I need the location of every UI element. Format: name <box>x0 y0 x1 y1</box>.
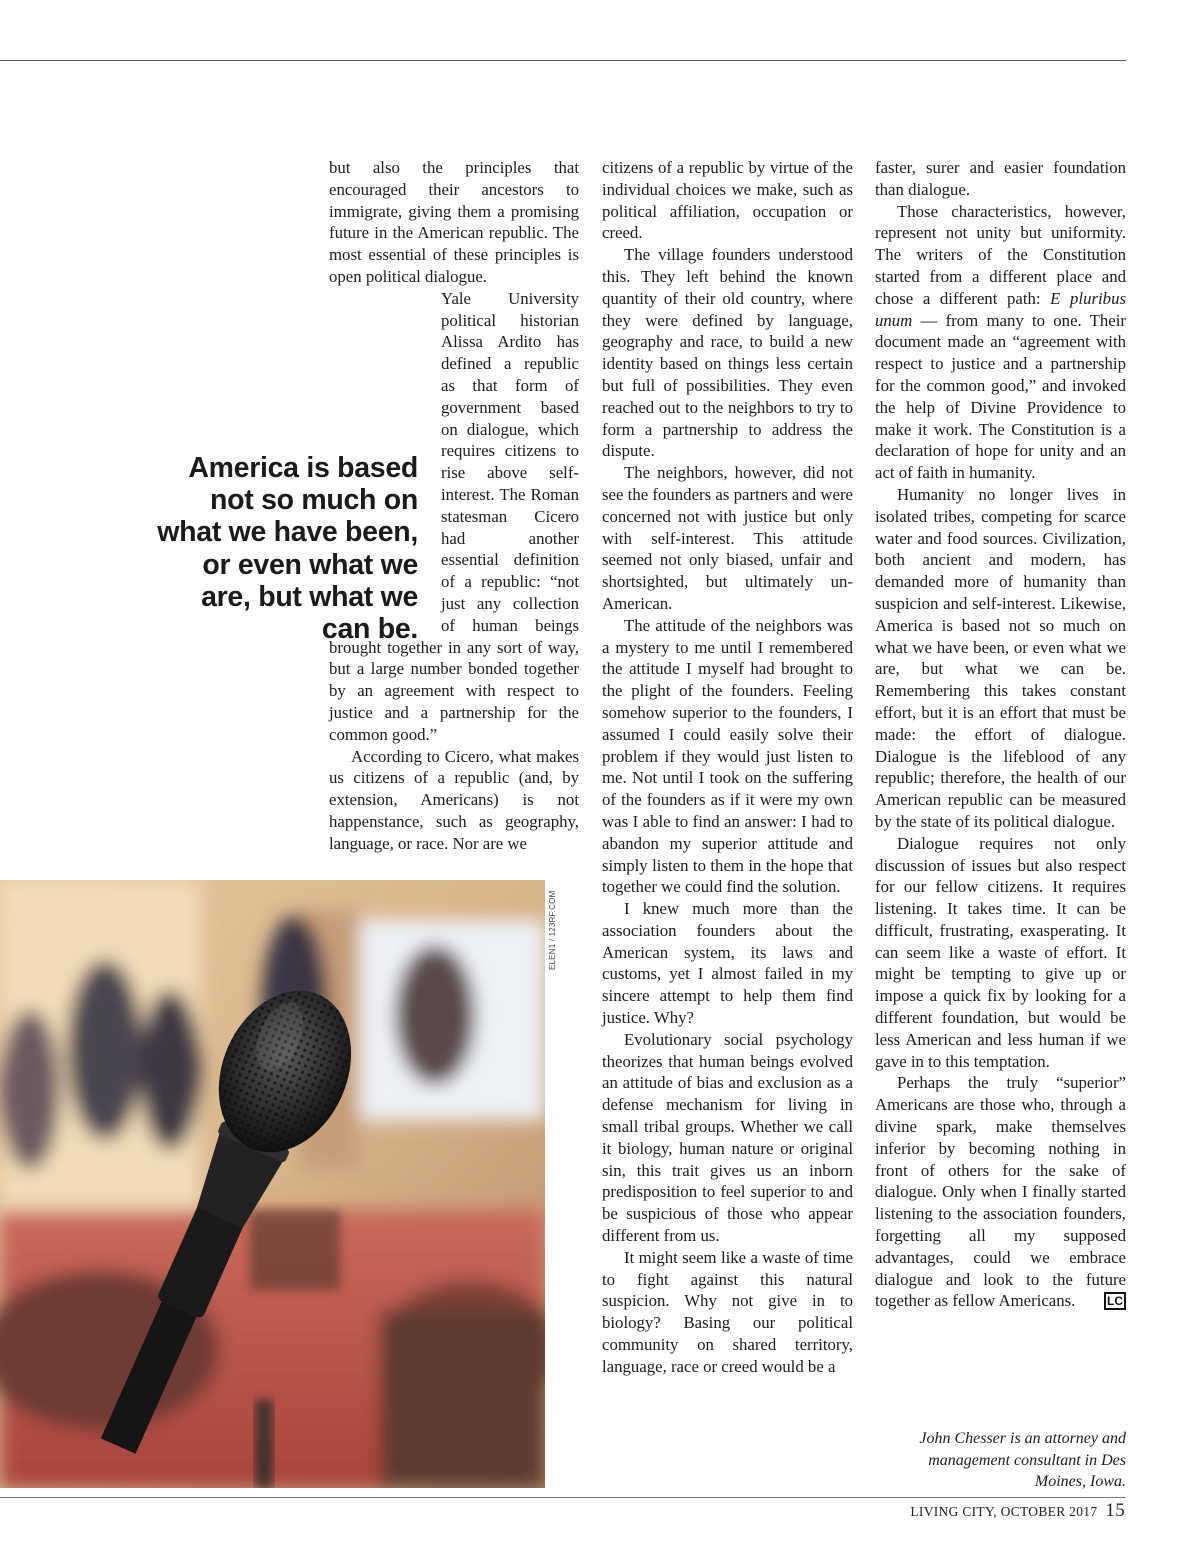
pull-quote: America is based not so much on what we have been, or even what we are, but what we can be. <box>157 452 418 646</box>
paragraph: The attitude of the neighbors was a mystery to me until I remembered the attitude I myself had brought to the plight of the founders. Feeling somehow superior to the founders, I assumed I could easily solve their problem if they would just listen to me. Not until I took on the suffering of the founders as if it were my own was I able to find an answer: I had to abandon my superior attitude and simply listen to them in the hope that together we could find the solution. <box>602 615 853 897</box>
paragraph: but also the principles that encouraged their ancestors to immigrate, giving them a promising future in the American republic. The most essential of these principles is open political dialogue. <box>329 158 579 286</box>
microphone-photo <box>0 880 545 1488</box>
paragraph: Perhaps the truly “superior” Americans are those who, through a divine spark, make themselves inferior by becoming nothing in front of others for the sake of dialogue. Only when I finally started listening to the association founders, forgetting all my supposed advantages, could we embrace dialogue and look to the future together as fellow Americans. LC <box>875 1073 1126 1311</box>
paragraph: Those characteristics, however, represent not unity but uniformity. The writers of the Constitution started from a different place and chose a different path: E pluribus unum — from many to one. Their document made an “agreement with respect to justice and a partnership for the common good,” and invoked the help of Divine Providence to make it work. The Constitution is a declaration of hope for unity and an act of faith in humanity. <box>875 201 1126 483</box>
paragraph: Evolutionary social psychology theorizes that human beings evolved an attitude of bias and exclusion as a defense mechanism for living in small tribal groups. Whether we call it biology, human nature or original sin, this trait gives us an inborn predisposition to feel superior to and be suspicious of those who appear different from us. <box>602 1029 853 1246</box>
top-rule <box>0 60 1126 61</box>
paragraph: citizens of a republic by virtue of the individual choices we make, such as political affiliation, occupation or creed. <box>602 158 853 243</box>
paragraph: According to Cicero, what makes us citizens of a republic (and, by extension, Americans) is not happenstance, such as geography, language, or race. Nor are we <box>329 746 579 853</box>
latin-motto: E pluribus unum <box>875 288 1126 330</box>
article-column-2 <box>602 157 853 1378</box>
publication-name: LIVING CITY, OCTOBER 2017 <box>910 1504 1098 1519</box>
paragraph: I knew much more than the association founders about the American system, its laws and customs, yet I almost failed in my sincere attempt to help them find justice. Why? <box>602 899 853 1028</box>
paragraph: Humanity no longer lives in isolated tribes, competing for scarce water and food sources. Civilization, both ancient and modern, has demanded more of humanity than suspicion and self-interest. Likewise, America is based not so much on what we have been, or even what we are, but what we can be. Remembering this takes constant effort, but it is an effort that must be made: the effort of dialogue. Dialogue is the lifeblood of any republic; therefore, the health of our American republic can be measured by the state of its political dialogue. <box>875 484 1126 831</box>
end-of-article-mark: LC <box>1104 1292 1126 1310</box>
page-number: 15 <box>1105 1500 1125 1521</box>
article-column-3 <box>875 157 1126 1312</box>
photo-credit: ELEN1 / 123RF.COM <box>548 890 557 970</box>
paragraph: Yale University political historian Alissa Ardito has defined a republic as that form of government based on dialogue, which requires citizens to rise above self-interest. The Roman statesman Cicero had another essential definition of a republic: “not just any collection of human beings brought together in any sort of way, but a large number bonded together by an agreement with respect to justice and a partnership for the common good.” <box>329 288 579 744</box>
author-bio: John Chesser is an attorney and management consultant in Des Moines, Iowa. <box>919 1430 1126 1490</box>
paragraph: The neighbors, however, did not see the founders as partners and were concerned not with justice but only with self-interest. This attitude seemed not only biased, unfair and shortsighted, but ultimately un-American. <box>602 463 853 613</box>
paragraph: The village founders understood this. They left behind the known quantity of their old country, where they were defined by language, geography and race, to build a new identity based on things less certain but full of possibilities. They even reached out to the neighbors to try to form a partnership to address the dispute. <box>602 245 853 461</box>
paragraph: faster, surer and easier foundation than dialogue. <box>875 158 1126 199</box>
bottom-rule <box>0 1497 1126 1498</box>
paragraph: It might seem like a waste of time to fight against this natural suspicion. Why not give in to biology? Basing our political community on shared territory, language, race or creed would be a <box>602 1247 853 1376</box>
page-footer <box>910 1500 1125 1522</box>
paragraph: Dialogue requires not only discussion of issues but also respect for our fellow citizens. It requires listening. It takes time. It can be difficult, frustrating, exasperating. It can seem like a waste of effort. It might be tempting to give up or impose a quick fix by looking for a different foundation, but would be less American and less human if we gave in to this temptation. <box>875 833 1126 1071</box>
